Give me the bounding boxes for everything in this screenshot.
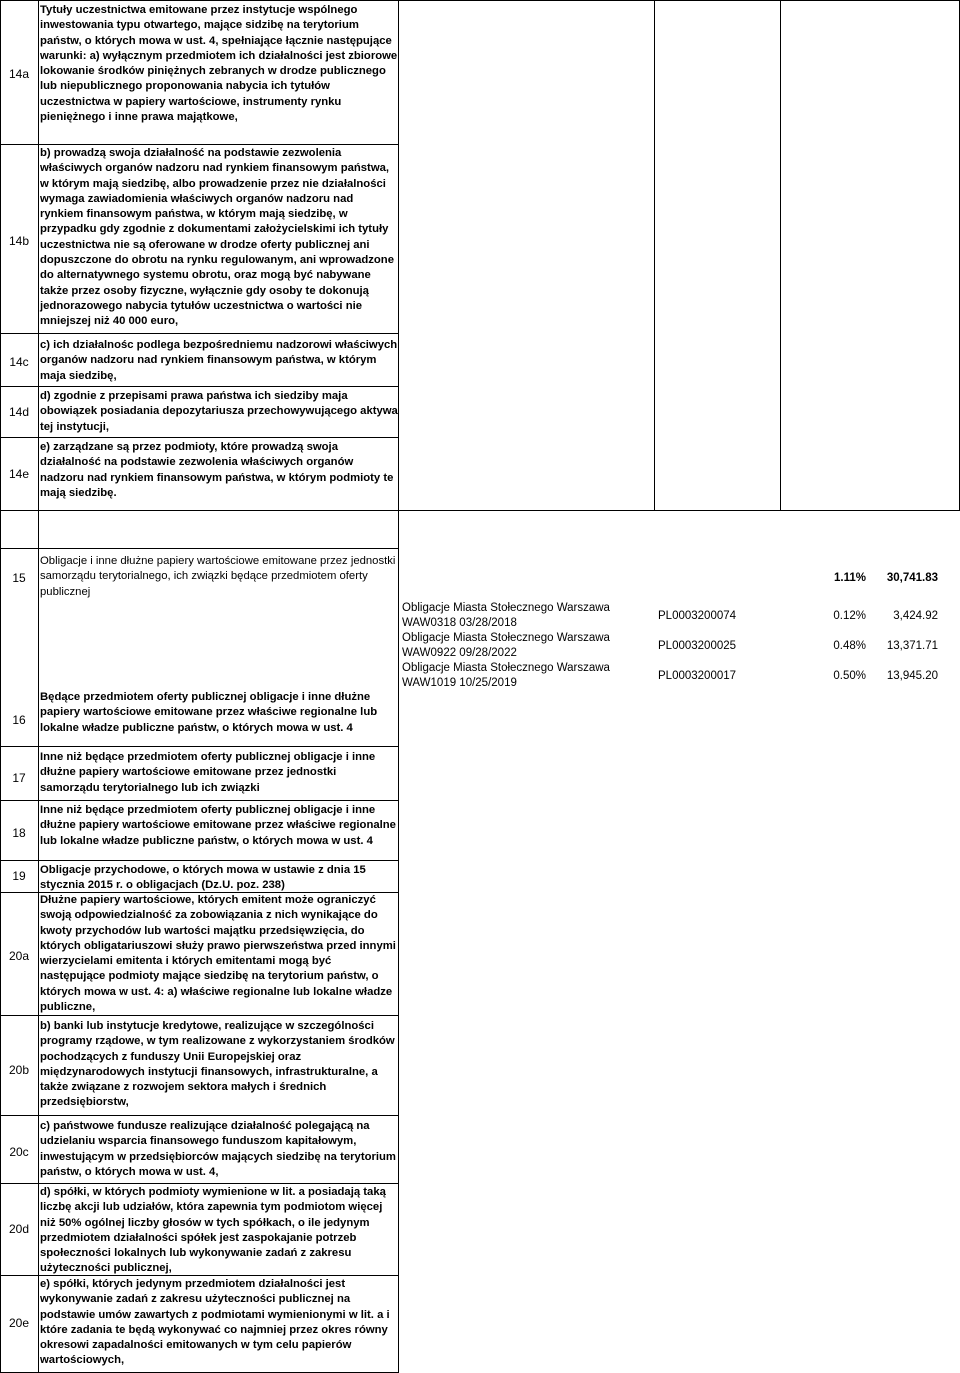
row-description: b) prowadzą swoja działalność na podstawie zezwolenia właściwych organów nadzoru nad rynkiem finansowym państwa, w którym mają siedzibę, albo prowadzenie przez nie działalności wymaga zawiadomienia właściwych organów nadzoru nad rynkiem finansowym państwa, w którym mają siedzibę, w przypadku gdy zgodnie z dokumentami założycielskimi ich tytuły uczestnictwa nie są oferowane w drodze oferty publicznej ani dopuszczone do obrotu na rynku regulowanym, ani wprowadzone do alternatywnego systemu obrotu, oraz mogą być nabywane także przez osoby fizyczne, wyłącznie gdy osoby te dokonują jednorazowego nabycia tytułów uczestnictwa o wartości nie mniejszej niż 40 000 euro, bbox=[40, 147, 394, 328]
num-col-divider bbox=[38, 0, 39, 1373]
row-description: Inne niż będące przedmiotem oferty publicznej obligacje i inne dłużne papiery wartościowe emitowane przez jednostki samorządu terytorialnego lub ich związki bbox=[40, 751, 376, 794]
holding-name: Obligacje Miasta Stołecznego Warszawa WAW1019 10/25/2019 bbox=[402, 662, 610, 689]
row-description: d) zgodnie z przepisami prawa państwa ich siedziby maja obowiązek posiadania depozytariusza przechowywującego aktywa tej instytucji, bbox=[40, 390, 398, 433]
row-line bbox=[0, 437, 398, 438]
row-description: d) spółki, w których podmioty wymienione w lit. a posiadają taką liczbę akcji lub udziałów, która zapewnia tym podmiotom więcej niż 50% ogólnej liczby głosów w tych spółkach, o ile jedynym przedmiotem działalności spółek jest zaspokajanie potrzeb społeczności lokalnych lub wykonywanie zadań z zakresu użyteczności publicznej, bbox=[40, 1186, 386, 1275]
row-percent: 1.11% bbox=[834, 572, 866, 584]
row-number: 17 bbox=[12, 771, 26, 785]
row-description: e) zarządzane są przez podmioty, które prowadzą swoja działalność na podstawie zezwolenia właściwych organów nadzoru nad rynkiem finansowym państwa, w którym podmioty te mają siedzibę. bbox=[40, 441, 394, 499]
row-description: e) spółki, których jedynym przedmiotem działalności jest wykonywanie zadań z zakresu użyteczności publicznej na podstawie umów zawartych z podmiotami wymienionymi w lit. a i które zadania te będą wykonywać co najmniej przez okres równy okresowi zapadalności emitowanych w tym celu papierów wartościowych, bbox=[40, 1278, 390, 1367]
row-line bbox=[0, 144, 398, 145]
holding-percent: 0.12% bbox=[833, 610, 866, 622]
row-line bbox=[0, 548, 398, 549]
row-number: 20e bbox=[8, 1316, 30, 1330]
row-number: 20d bbox=[8, 1222, 30, 1236]
row-number: 14e bbox=[8, 467, 30, 481]
row-number: 14c bbox=[9, 355, 29, 369]
isin-col-divider bbox=[780, 0, 781, 510]
row-line bbox=[0, 1183, 398, 1184]
row-line bbox=[0, 860, 398, 861]
row-description: Tytuły uczestnictwa emitowane przez instytucje wspólnego inwestowania typu otwartego, mające sidzibę na terytorium państw, o których mowa w ust. 4, spełniające łącznie następujące warunki: a) wyłącznym przedmiotem ich działalności jest zbiorowe lokowanie środków piniężnych zebranych w drodze publicznego lub niepublicznego proponowania nabycia ich tytułów uczestnictwa w papiery wartościowe, instrumenty rynku pieniężnego i inne prawa majątkowe, bbox=[40, 4, 398, 124]
left-border bbox=[0, 0, 1, 1373]
row-description: c) państwowe fundusze realizujące działalność polegającą na udzielaniu wsparcia finansowego funduszom kapitałowym, inwestującym w przedsiębiorców mających siedzibę na terytorium państw, o których mowa w ust. 4, bbox=[40, 1120, 396, 1178]
row-description: Inne niż będące przedmiotem oferty publicznej obligacje i inne dłużne papiery wartościowe emitowane przez właściwe regionalne lub lokalne władze publiczne państw, o których mowa w ust. 4 bbox=[40, 804, 396, 847]
holding-name: Obligacje Miasta Stołecznego Warszawa WAW0318 03/28/2018 bbox=[402, 602, 610, 629]
row-line bbox=[0, 746, 398, 747]
holding-isin: PL0003200074 bbox=[658, 610, 737, 622]
row-number: 14b bbox=[8, 234, 30, 248]
row-value: 30,741.83 bbox=[886, 572, 938, 584]
row-description: Obligacje i inne dłużne papiery wartościowe emitowane przez jednostki samorządu terytorialnego, ich związki będące przedmiotem oferty publicznej bbox=[40, 555, 396, 598]
row-description: Będące przedmiotem oferty publicznej obligacje i inne dłużne papiery wartościowe emitowane przez właściwe regionalne lub lokalne władze publiczne państw, o których mowa w ust. 4 bbox=[40, 691, 378, 734]
holding-value: 13,371.71 bbox=[886, 640, 938, 652]
row-number: 19 bbox=[12, 869, 26, 883]
row-number: 16 bbox=[12, 713, 26, 727]
desc-col-divider bbox=[398, 0, 399, 1373]
row-number: 14a bbox=[8, 67, 30, 81]
holding-value: 3,424.92 bbox=[893, 610, 938, 622]
row-number: 20a bbox=[8, 949, 30, 963]
row-line bbox=[0, 333, 398, 334]
row-number: 20b bbox=[8, 1063, 30, 1077]
row-number: 18 bbox=[12, 826, 26, 840]
row-description: b) banki lub instytucje kredytowe, realizujące w szczególności programy rządowe, w tym realizowane z wykorzystaniem środków pochodzących z funduszy Unii Europejskiej oraz międzynarodowych instytucji finansowych, infrastrukturalne, a także związane z rozwojem sektora małych i średnich przedsiębiorstw, bbox=[40, 1020, 395, 1109]
row-number: 14d bbox=[8, 405, 30, 419]
holding-isin: PL0003200025 bbox=[658, 640, 737, 652]
holding-percent: 0.48% bbox=[833, 640, 866, 652]
holding-name: Obligacje Miasta Stołecznego Warszawa WAW0922 09/28/2022 bbox=[402, 632, 610, 659]
row-line bbox=[0, 510, 960, 511]
holding-isin: PL0003200017 bbox=[658, 670, 737, 682]
row-number: 15 bbox=[12, 571, 26, 585]
row-line bbox=[0, 0, 960, 1]
holding-value: 13,945.20 bbox=[886, 670, 938, 682]
row-description: Dłużne papiery wartościowe, których emitent może ograniczyć swoją odpowiedzialność za zobowiązania z nich wynikające do kwoty przychodów lub wartości majątku przedsięwzięcia, do których obligatariuszowi służy prawo pierwszeństwa przed innymi wierzycielami emitenta i których emitentami mogą być następujące podmioty mające siedzibę na terytorium państw, o których mowa w ust. 4: a) właściwe regionalne lub lokalne władze publiczne, bbox=[40, 894, 396, 1014]
row-number: 20c bbox=[9, 1145, 29, 1159]
row-description: Obligacje przychodowe, o których mowa w ustawie z dnia 15 stycznia 2015 r. o obligacjach (Dz.U. poz. 238) bbox=[40, 864, 366, 892]
row-line bbox=[0, 1115, 398, 1116]
row-line bbox=[0, 800, 398, 801]
name-col-divider bbox=[654, 0, 655, 510]
row-line bbox=[0, 386, 398, 387]
row-description: c) ich działalnośc podlega bezpośredniemu nadzorowi właściwych organów nadzoru nad rynkiem finansowym państwa, w którym maja siedzibę, bbox=[40, 339, 398, 382]
holding-percent: 0.50% bbox=[833, 670, 866, 682]
